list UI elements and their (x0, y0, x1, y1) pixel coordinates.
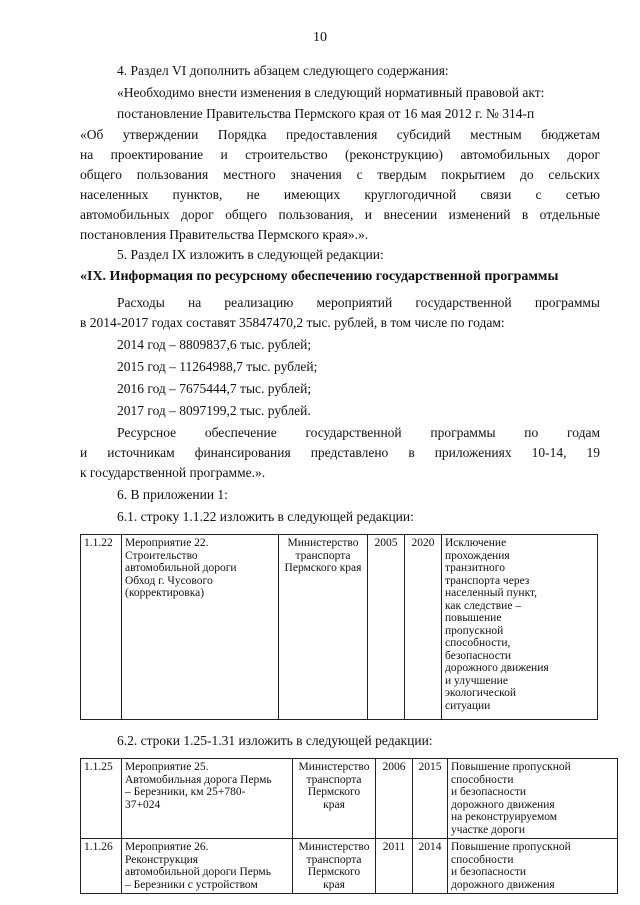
cell-ministry: Министерство транспорта Пермского края (293, 839, 376, 894)
paragraph-amendment-intro: «Необходимо внести изменения в следующий нормативный правовой акт: (117, 85, 545, 100)
table-row (81, 839, 618, 894)
decree-title-line-1: «Об утверждении Порядка предоставления субсидий местным бюджетам (80, 127, 600, 142)
cell-start-year: 2005 (368, 535, 405, 720)
year-2017: 2017 год – 8097199,2 тыс. рублей. (117, 403, 311, 418)
expenses-line-1: Расходы на реализацию мероприятий государственной программы (117, 295, 600, 310)
cell-number: 1.1.22 (81, 535, 122, 720)
cell-result: Повышение пропускной способности и безопасности дорожного движения на реконструируемом участке дороги (448, 759, 618, 839)
resource-line-1: Ресурсное обеспечение государственной программы по годам (117, 425, 600, 440)
cell-end-year: 2015 (413, 759, 448, 839)
year-2015: 2015 год – 11264988,7 тыс. рублей; (117, 359, 318, 374)
decree-title-line-5: автомобильных дорог общего пользования, и внесении изменений в отдельные (80, 207, 600, 222)
cell-end-year: 2020 (405, 535, 442, 720)
expenses-line-2: в 2014-2017 годах составят 35847470,2 тыс. рублей, в том числе по годам: (80, 315, 505, 330)
paragraph-appendix-1: 6. В приложении 1: (117, 487, 228, 502)
paragraph-decree: постановление Правительства Пермского края от 16 мая 2012 г. № 314-п (117, 106, 535, 121)
year-2014: 2014 год – 8809837,6 тыс. рублей; (117, 337, 312, 352)
paragraph-section-6: 4. Раздел VI дополнить абзацем следующего содержания: (117, 63, 449, 78)
cell-number: 1.1.26 (81, 839, 122, 894)
cell-number: 1.1.25 (81, 759, 122, 839)
resource-line-2: и источникам финансирования представлено в приложениях 10-14, 19 (80, 445, 600, 460)
paragraph-section-9: 5. Раздел IX изложить в следующей редакции: (117, 247, 384, 262)
table-rows-1-25-1-31 (80, 758, 618, 894)
section-heading: «IX. Информация по ресурсному обеспечению государственной программы (80, 269, 559, 284)
decree-title-line-3: общего пользования местного значения с твердым покрытием до сельских (80, 167, 600, 182)
cell-result: Повышение пропускной способности и безопасности дорожного движения (448, 839, 618, 894)
decree-title-line-4: населенных пунктов, не имеющих круглогодичной связи с сетью (80, 187, 600, 202)
decree-title-line-6: постановления Правительства Пермского края».». (80, 227, 369, 242)
resource-line-3: к государственной программе.». (80, 465, 266, 480)
table-row (81, 535, 598, 720)
cell-start-year: 2011 (376, 839, 413, 894)
table-row-1-1-22 (80, 534, 598, 720)
decree-title-line-2: на проектирование и строительство (реконструкцию) автомобильных дорог (80, 147, 600, 162)
cell-end-year: 2014 (413, 839, 448, 894)
table-row (81, 759, 618, 839)
paragraph-row-1-1-22: 6.1. строку 1.1.22 изложить в следующей редакции: (117, 509, 414, 524)
cell-ministry: Министерство транспорта Пермского края (279, 535, 368, 720)
cell-result: Исключение прохождения транзитного транспорта через населенный пункт, как следствие – повышение пропускной способности, безопасности дорожного движения и улучшение экологической ситуации (442, 535, 598, 720)
year-2016: 2016 год – 7675444,7 тыс. рублей; (117, 381, 312, 396)
cell-activity: Мероприятие 22. Строительство автомобильной дороги Обход г. Чусового (корректировка) (122, 535, 279, 720)
cell-start-year: 2006 (376, 759, 413, 839)
cell-activity: Мероприятие 26. Реконструкция автомобильной дороги Пермь – Березники с устройством (122, 839, 293, 894)
cell-ministry: Министерство транспорта Пермского края (293, 759, 376, 839)
page-number: 10 (313, 30, 327, 45)
cell-activity: Мероприятие 25. Автомобильная дорога Пермь – Березники, км 25+780- 37+024 (122, 759, 293, 839)
paragraph-rows-1-25-1-31: 6.2. строки 1.25-1.31 изложить в следующей редакции: (117, 733, 433, 748)
